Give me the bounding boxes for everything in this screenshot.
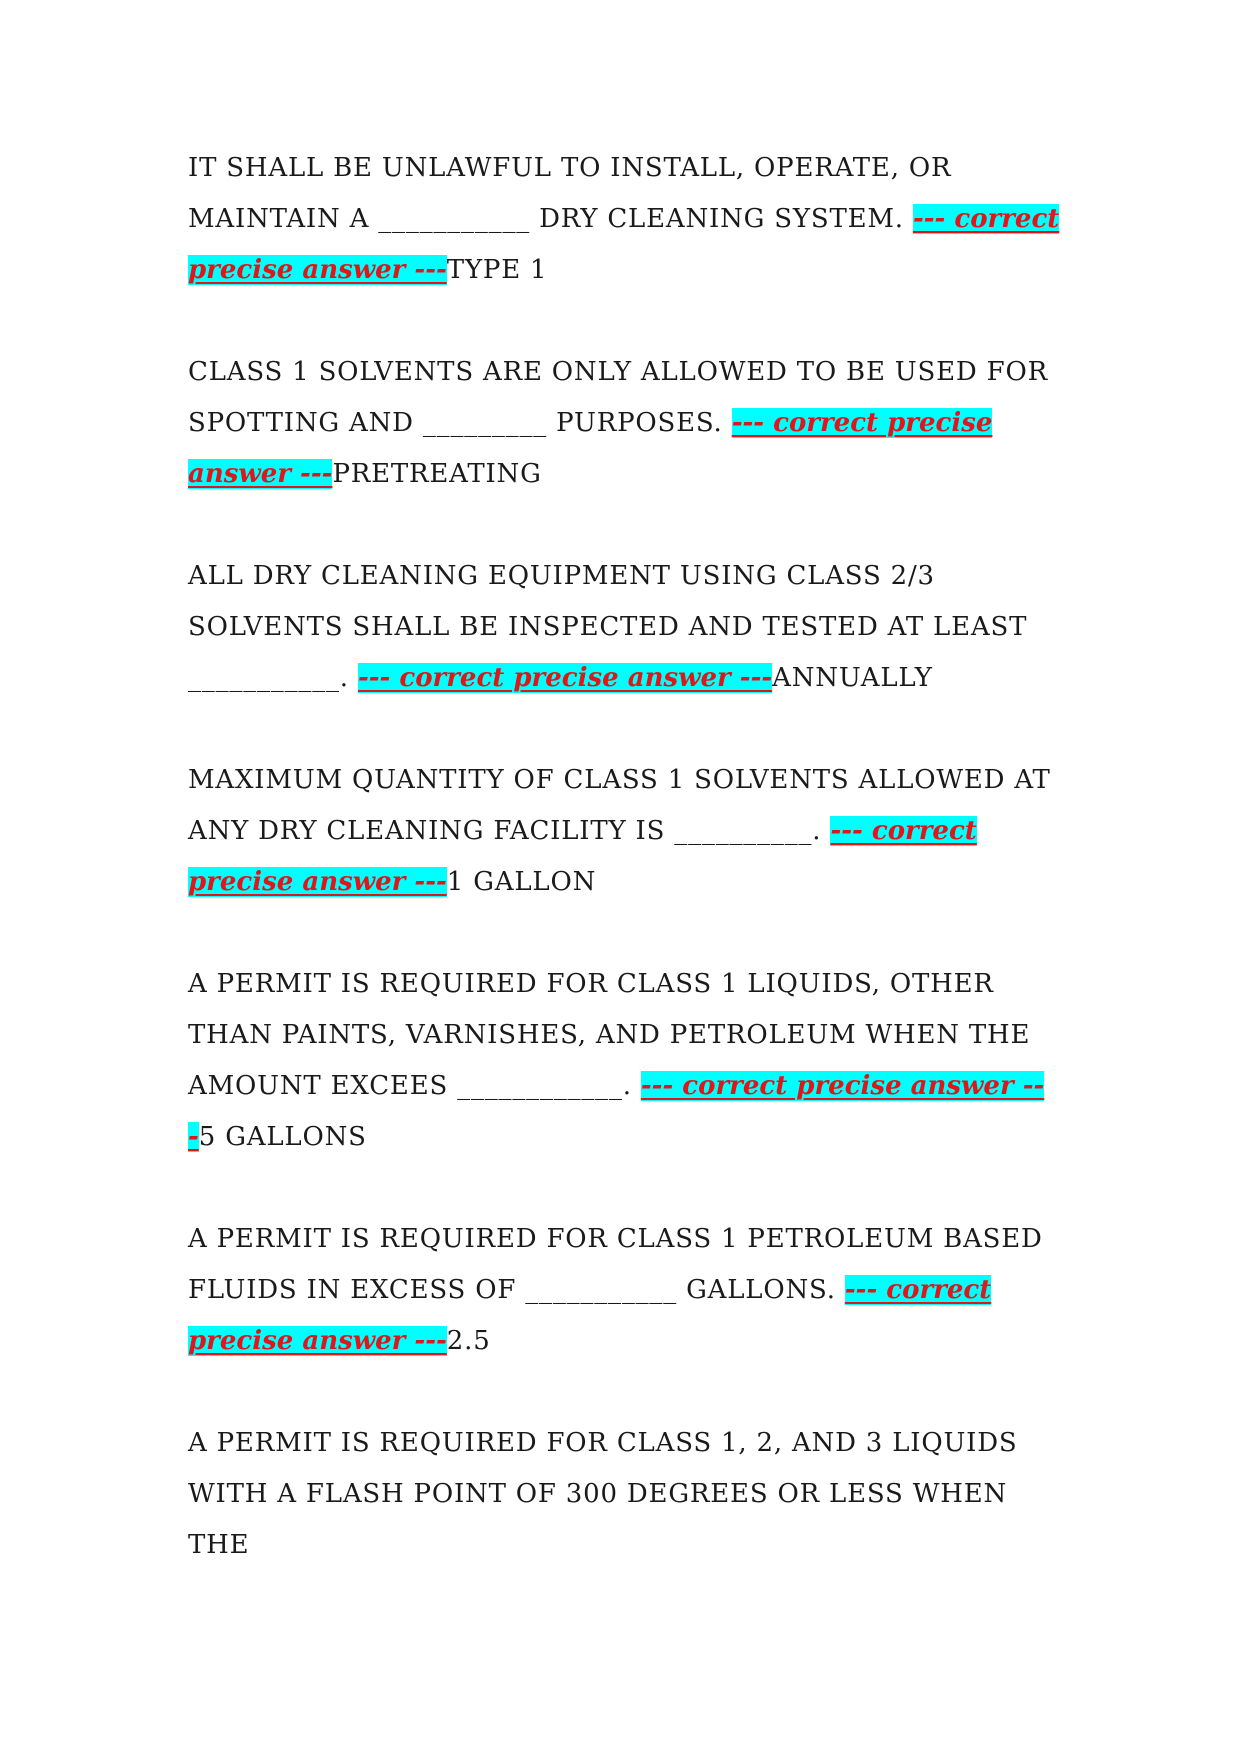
answer-marker: --- correct precise answer --- — [357, 663, 773, 693]
answer-text: TYPE 1 — [446, 255, 548, 285]
question-text: ALL DRY CLEANING EQUIPMENT USING CLASS 2/3 SOLVENTS SHALL BE INSPECTED AND TESTED AT LEAST ___________. — [188, 561, 1028, 693]
question-text: IT SHALL BE UNLAWFUL TO INSTALL, OPERATE, OR MAINTAIN A ___________ DRY CLEANING SYSTEM. — [188, 153, 952, 234]
qa-item — [188, 143, 1068, 296]
question-text: A PERMIT IS REQUIRED FOR CLASS 1 PETROLEUM BASED FLUIDS IN EXCESS OF ___________ GALLONS. — [188, 1224, 1043, 1305]
answer-marker: --- correct precise answer --- — [188, 816, 977, 897]
answer-text: ANNUALLY — [772, 663, 933, 693]
qa-item — [188, 959, 1068, 1163]
answer-marker: --- correct precise answer --- — [188, 204, 1060, 285]
answer-marker: --- correct precise answer --- — [188, 1071, 1045, 1152]
answer-text: 5 GALLONS — [198, 1122, 367, 1152]
answer-marker: --- correct precise answer --- — [188, 408, 993, 489]
answer-marker: --- correct precise answer --- — [188, 1275, 992, 1356]
question-text: A PERMIT IS REQUIRED FOR CLASS 1, 2, AND 3 LIQUIDS WITH A FLASH POINT OF 300 DEGREES OR LESS WHEN THE — [188, 1428, 1018, 1560]
question-text: A PERMIT IS REQUIRED FOR CLASS 1 LIQUIDS, OTHER THAN PAINTS, VARNISHES, AND PETROLEUM WHEN THE AMOUNT EXCEES ____________. — [188, 969, 1031, 1101]
qa-item — [188, 1214, 1068, 1367]
question-text: CLASS 1 SOLVENTS ARE ONLY ALLOWED TO BE USED FOR SPOTTING AND _________ PURPOSES. — [188, 357, 1048, 438]
qa-item — [188, 1418, 1068, 1571]
document-page — [188, 143, 1068, 1622]
qa-item — [188, 551, 1068, 704]
qa-item — [188, 755, 1068, 908]
answer-text: PRETREATING — [332, 459, 542, 489]
question-text: MAXIMUM QUANTITY OF CLASS 1 SOLVENTS ALLOWED AT ANY DRY CLEANING FACILITY IS __________. — [188, 765, 1051, 846]
answer-text: 1 GALLON — [446, 867, 597, 897]
qa-item — [188, 347, 1068, 500]
answer-text: 2.5 — [446, 1326, 491, 1356]
